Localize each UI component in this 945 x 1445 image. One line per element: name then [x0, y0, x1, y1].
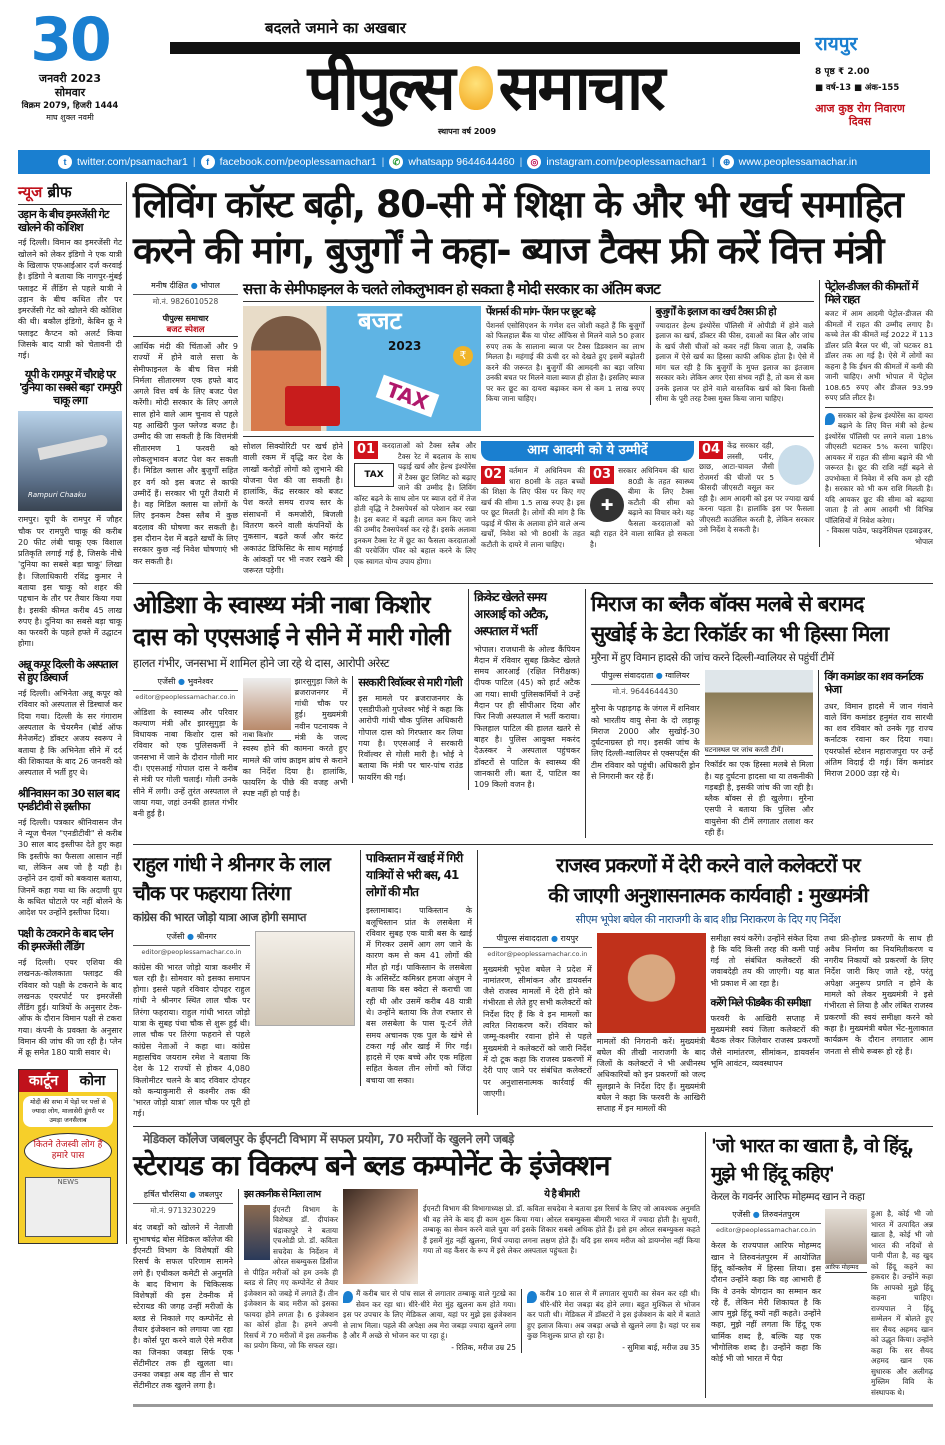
brief-body: नई दिल्ली। विमान का इमरजेंसी गेट खोलने को लेकर इंडिगो ने एक यात्री के खिलाफ एफआईआर दर्ज करवाई है। इंडिगो ने बताया कि नागपुर-मुंबई फ्लाइट में लैंडिंग से पहले यात्री ने उड़ान के बीच कथित तौर पर इमरजेंसी गेट को खोलने की कोशिश की थी। बकौल इंडिगो, केबिन क्रू ने फ्लाइट कैप्टन को अलर्ट किया जिसके बाद यात्री को चेतावनी दी गई। [18, 238, 122, 361]
steroid-right [343, 1189, 700, 1353]
corner-label: कोना [68, 1070, 117, 1092]
tagline: बदलते जमाने का अखबार [265, 19, 406, 37]
rajasva-story [477, 850, 933, 1114]
odisha-body-2: नाबा किशोर झारसुगुड़ा जिले के ब्रजराजनगर में गांधी चौक पर हुई। मुख्यमंत्री नवीन पटनायक ने मंत्री के जल्द स्वस्थ होने की कामना करते हुए मामले की जांच क्राइम ब्रांच से कराने का निर्देश दिया है। हालांकि, फायरिंग के पीछे की वजह अभी स्पष्ट नहीं हो पाई है। [242, 676, 348, 799]
row-steroid-kerala [133, 1127, 933, 1408]
established: स्थापना वर्ष 2009 [438, 127, 497, 136]
rajasva-subhead: सीएम भूपेश बघेल की नाराजगी के बाद शीघ्र निराकरण के दिए गए निर्देश [575, 913, 841, 927]
brief-body: नई दिल्ली। अभिनेता अन्नू कपूर को रविवार को अस्पताल से डिस्चार्ज कर दिया गया। दिल्ली के सर गंगाराम अस्पताल के चेयरमैन (बोर्ड ऑफ मैनेजमेंट) डॉक्टर अजय स्वरूप ने बताया है कि अभिनेता सीने में दर्द की शिकायत के बाद 26 जनवरी को अस्पताल में भर्ती हुए थे। [18, 689, 122, 778]
logo-right: समाचार [498, 51, 663, 124]
mirage-headline: मिराज का ब्लैक बॉक्स मलबे से बरामद सुखोई के डेटा रिकॉर्डर का भी हिस्सा मिला [591, 591, 889, 646]
elderly-treatment-story: बुजुर्गों के इलाज का खर्च टैक्स फ्री हो ज्यादातर हेल्थ इंश्योरेंस पॉलिसी में ओपीडी में होने वाले इलाज का खर्च, डॉक्टर की फीस, दवाओं का बिल और जांच के खर्च जैसी चीजों को कवर नहीं किया जाता है, जबकि इलाज में ऐसे खर्च का हिस्सा काफी अधिक होता है। ऐसे में मांग चल रही है कि बुजुर्गों के मुफ्त इलाज का इंतजाम सरकार करे। लेकिन अगर ऐसा संभव नहीं है, तो कम से कम उनके इलाज पर होने वाले वास्तविक खर्च को बिना किसी सीमा के पूरी तरह टैक्स मुक्त किया जाना चाहिए। [650, 306, 815, 405]
newspaper-logo [170, 42, 800, 122]
patient-quote: मैं करीब चार से पांच साल से लगातार तम्बाकू वाले गुटखे का सेवन कर रहा था। धीरे-धीरे मेरा मुंह खुलना कम होते गया। इस पर उपचार के लिए मेडिकल आया, यहां पर मुझे इस इंजेक्शन से लाभ मिला। पहले की अपेक्षा अब मेरा जबड़ा ज्यादा खुलने लगा है और मैं अच्छे से भोजन कर पा रहा हूं। - रितिक, मरीज उम्र 25 [343, 1289, 516, 1352]
rahul-subhead: कांग्रेस की भारत जोड़ो यात्रा आज होगी समाप्त [133, 911, 306, 925]
kerala-body-2: हुआ है, कोई भी जो भारत में उत्पादित अन्न खाता है, कोई भी जो भारत की नदियों से पानी पीता है, वह खुद को हिंदू कहने का हकदार है। उन्होंने कहा कि आपको मुझे हिंदू कहना चाहिए। राज्यपाल ने हिंदू सम्मेलन में बोलते हुए सर सैयद अहमद खान को उद्धृत किया। उन्होंने कहा कि सर सैयद अहमद खान एक सुधारक और अलीगढ़ मुस्लिम विवि के संस्थापक थे। [871, 1209, 933, 1397]
city: रायपुर [815, 33, 858, 55]
whatsapp-icon: ✆ [389, 155, 403, 169]
doctor-photo [244, 1205, 270, 1260]
revolver-story: सरकारी रिवॉल्वर से मारी गोली इस मामले पर ब्रजराजनगर के एसडीपीओ गुप्तेश्वर भोई ने कहा कि आरोपी गांधी चौक पुलिस अधिकारी गोपाल दास को गिरफ्तार कर लिया गया है। एएसआई ने सरकारी रिवॉल्वर से गोली मारी है। भोई ने बताया कि मंत्री पर चार-पांच राउंड फायरिंग की गई। [352, 676, 463, 784]
lead-headline: लिविंग कॉस्ट बढ़ी, 80-सी में शिक्षा के और भी खर्च समाहित करने की मांग, बुजुर्गों ने कहा- ब्याज टैक्स फ्री करें वित्त मंत्री [133, 183, 903, 272]
wing-commander-story: विंग कमांडर का शव कर्नाटक भेजा उधर, विमान हादसे में जान गंवाने वाले विंग कमांडर हनुमंत राव सारथी का शव रविवार को उनके गृह राज्य कर्नाटक रवाना कर दिया गया। एयरफोर्स स्टेशन महाराजपुरा पर उन्हें अंतिम विदाई दी गई। विंग कमांडर मिराज 2000 उड़ा रहे थे। [818, 670, 933, 779]
kerala-story [705, 1132, 933, 1399]
kerala-headline: 'जो भारत का खाता है, वो हिंदू, मुझे भी हिंदू कहिए' [711, 1134, 914, 1185]
brief-title: अन्नू कपूर दिल्ली के अस्पताल से हुए डिस्चार्ज [18, 657, 118, 684]
rahul-byline: एजेंसी ● श्रीनगर editor@peoplessamachar.co.in कांग्रेस की भारत जोड़ो यात्रा कश्मीर में चल रही है। सोमवार को इसका समापन होगा। इससे पहले रविवार दोपहर राहुल गांधी ने श्रीनगर स्थित लाल चौक पर तिरंगा फहराया। राहुल गांधी भारत जोड़ो यात्रा के सुबह पंथा चौक से शुरू हुई थी। लाल चौक पर तिरंगा फहराने से पहले कांग्रेस नेताओं ने कहा था। कांग्रेस महासचिव जयराम रमेश ने बताया कि देश के 12 राज्यों से होकर 4,080 किलोमीटर चलने के बाद रविवार दोपहर को कन्याकुमारी से कश्मीर तक की 'भारत जोड़ो यात्रा' लाल चौक पर पूरी हो गई। [133, 931, 250, 1119]
expectation-item: 04 केंद्र सरकार दही, लस्सी, पनीर, छाछ, आटा-चावल जैसी रोजमर्रा की चीजों पर 5 फीसदी जीएसटी वसूल कर रही है। आम आदमी को इस पर ज्यादा खर्च करना पड़ता है। हालांकि इस पर फैसला जीएसटी काउंसिल करती है, लेकिन सरकार उसे निर्देश दे सकती है। [699, 441, 814, 534]
whatsapp-link[interactable]: whatsapp 9644644460 [408, 156, 515, 168]
rampuri-knife-photo: Rampuri Chaaku [18, 411, 122, 511]
brief-item [18, 208, 122, 362]
globe-icon: ⊕ [720, 155, 734, 169]
rajasva-col-2 [597, 933, 706, 1115]
lead-byline: मनीष दीक्षित ● भोपाल मो.नं. 9826010528 पीपुल्स समाचार बजट स्पेशल आर्थिक मंदी की चिंताओं और 9 राज्यों में होने वाले सत्ता के सेमीफाइनल के बीच वित्त मंत्री निर्मला सीतारमण एक हफ्ते बाद अगले वित्त वर्ष के लिए बजट पेश करेंगी। मोदी सरकार के लिए अगले साल होने वाले आम चुनाव से पहले यह आखिरी फुल फ्लेज्ड बजट है। उम्मीद की जा सकती है कि वित्तमंत्री सीतारमण 1 फरवरी को लोकलुभावन बजट पेश कर सकती हैं। मिडिल क्लास और बुजुर्गों सहित हर वर्ग को इस बजट से काफी उम्मीदें हैं। सरकार भी पूरी तैयारी में है। वह मिडिल क्लास या लोगों के लिए इनकम टैक्स स्लैब में कुछ बदलाव की घोषणा कर सकती है। इस दौरान देश में बढ़ते खर्चों के लिए सरकार कुछ नई निवेश घोषणाएं भी कर सकती है। [133, 281, 238, 566]
petrol-diesel-story: पेट्रोल-डीजल की कीमतों में मिले राहत बजट में आम आदमी पेट्रोल-डीजल की कीमतों में राहत की उम्मीद लगाए है। कच्चे तेल की कीमतें मई 2022 में 113 डॉलर प्रति बैरल पर थी, जो घटकर 81 डॉलर तक आ गई है। ऐसे में लोगों का कहना है कि ईंधन की कीमतों में कमी की जानी चाहिए। अभी भोपाल में पेट्रोल 108.65 रुपए और डीजल 93.99 रुपए प्रति लीटर है। सरकार को हेल्थ इंश्योरेंस का दायरा बढ़ाने के लिए वित्त मंत्री को हेल्थ इंश्योरेंस पॉलिसी पर लगने वाला 18% जीएसटी घटाकर 5% करना चाहिए। आयकर में राहत की सीमा बढ़ाने की भी जरूरत है। छूट की राशि नहीं बढ़ने से उपभोक्ता में निवेश में रुचि कम हो रही है। सरकार को भी कम राशि मिलती है। यदि आयकर छूट की सीमा को बढ़ाया जाता है तो आम आदमी भी विभिन्न पॉलिसियों में निवेश करेगा। - विकास पाठेय, फाइनेंशियल एडवाइजर, भोपाल [819, 280, 933, 547]
rahul-gandhi-photo [255, 931, 355, 1026]
cricket-story: क्रिकेट खेलते समय आरआई को अटैक, अस्पताल में भर्ती भोपाल। राजधानी के ओल्ड कैंपियन मैदान में रविवार सुबह क्रिकेट खेलते समय आरआई (रक्षित निरीक्षक) दीपक पाटिल (45) को हार्ट अटैक आ गया। साथी पुलिसकर्मियों ने उन्हें मैदान पर ही सीपीआर दिया और फिर निजी अस्पताल में भर्ती कराया। फिलहाल पाटिल की हालत खतरे से बाहर है। पुलिस आयुक्त मकरंद देऊस्कर ने अस्पताल पहुंचकर डॉक्टरों से पाटिल के स्वास्थ्य की जानकारी ली। बता दें, पाटिल का 109 किलो वजन है। [468, 589, 580, 791]
volume-issue: ■ वर्ष-13 ■ अंक-155 [815, 83, 900, 93]
steroid-headline: स्टेरायड का विकल्प बने ब्लड कम्पोनेंट के इंजेक्शन [133, 1149, 610, 1183]
expectations-title: आम आदमी को ये उम्मीदें [481, 441, 694, 461]
twitter-icon: t [58, 155, 72, 169]
news-brief-column [18, 182, 127, 1244]
instagram-link[interactable]: instagram.com/peoplessamachar1 [546, 156, 707, 168]
health-insurance-icon: ✚ [590, 488, 624, 522]
row-rahul-rajasva [133, 845, 933, 1126]
mirage-subhead: मुरैना में हुए विमान हादसे की जांच करने दिल्ली-ग्वालियर से पहुंचीं टीमें [591, 651, 834, 664]
pakistan-story: पाकिस्तान में खाई में गिरी यात्रियों से भरी बस, 41 लोगों की मौत इस्लामाबाद। पाकिस्तान के बलूचिस्तान प्रांत के लसबेला में रविवार सुबह एक यात्री बस के खाई में गिरकर उसमें आग लग जाने के कारण कम से कम 41 लोगों की मौत हो गई। पाकिस्तान के लसबेला के असिस्टेंट कमिश्नर हमजा अंजुम ने बताया कि बस क्वेटा से कराची जा रही थी और उसमें करीब 48 यात्री थे। उन्होंने बताया कि तेज रफ्तार से बस लसबेला के पास यू-टर्न लेते समय अचानक एक पुल के खंभे से टकरा गई और खाई में गिर गई। हादसे में एक बच्चे और एक महिला सहित केवल तीन लोगों को जिंदा बचाया जा सका। [360, 850, 472, 1086]
facebook-link[interactable]: facebook.com/peoplessamachar1 [219, 156, 377, 168]
logo-left: पीपुल्स [307, 51, 453, 124]
quote-icon [825, 413, 835, 425]
lead-center [243, 280, 814, 577]
steroid-kicker: मेडिकल कॉलेज जबलपुर के ईएनटी विभाग में सफल प्रयोग, 70 मरीजों के खुलने लगे जबड़े [143, 1131, 514, 1146]
feedback-review-title: करेंगे मिले फीडबैक की समीक्षा [710, 997, 811, 1010]
rahul-story [133, 850, 355, 1119]
budget-2023-graphic: बजट 2023 ₹ TAX [243, 306, 481, 431]
speech-bubble: कितने तेजस्वी लोग हैं हमारे पास [24, 1133, 112, 1169]
disease-box: ये है बीमारी ईएनटी विभाग की विभागाध्यक्ष प्रो. डॉ. कविता सचदेवा ने बताया इस रिसर्च के लिए जो आवश्यक अनुमति थी वह लेने के बाद ही काम शुरू किया गया। ओरल सबम्युकस बीमारी भारत में ज्यादा होती है। सुपारी, तम्बाकू का सेवन करने वाले युवा वर्ग इसके शिकार सबसे अधिक होते हैं। इसे हम ओरल सबम्युकस कहते हैं इसमें मुंह नहीं खुलना, मिर्च ज्यादा लगना लक्षण होते हैं। यदि इस समय मरीज को डायग्नोस नहीं किया गया तो वह कैंसर के रूप में इसे लेकर अस्पताल पहुंचता है। [423, 1189, 700, 1256]
expectations-box [481, 441, 694, 550]
brief-item [18, 787, 122, 919]
brief-item [18, 658, 122, 779]
date-day: 30 [30, 5, 110, 75]
brief-body: नई दिल्ली। एयर एशिया की लखनऊ-कोलकाता फ्लाइट की रविवार को पक्षी के टकराने के बाद लखनऊ एयरपोर्ट पर इमरजेंसी लैंडिंग हुई। यात्रियों के अनुसार टेक-ऑफ के दौरान विमान पक्षी से टकरा गया। कंपनी के प्रवक्ता के अनुसार विमान की जांच की जा रही है। प्लेन में क्रू समेत 180 यात्री सवार थे। [18, 957, 122, 1058]
mirage-story [585, 589, 933, 839]
rajasva-col-3: समीक्षा स्वयं करेंगे। उन्होंने संकेत दिया है कि यदि किसी तरह की कमी पाई गई तो संबंधित कलेक्टरों की जवाबदेही तय की जाएगी। यह बात भी प्रकाश में आ रहा है। करेंगे मिले फीडबैक की समीक्षा फरवरी के आखिरी सप्ताह में मुख्यमंत्री स्वयं जिला कलेक्टरों की बैठक लेकर जिलेवार राजस्व प्रकरणों जैसे नामांतरण, सीमांकन, डायवर्सन भूमि आवंटन, व्यवस्थापन [710, 933, 820, 1068]
odisha-story [133, 589, 463, 820]
main-content [127, 182, 933, 1407]
vikram-samvat: विक्रम 2079, हिजरी 1444 [21, 101, 119, 111]
kerala-byline: एजेंसी ● तिरुवनंतपुरम editor@peoplessamachar.co.in केरल के राज्यपाल आरिफ मोहम्मद खान ने तिरुवनंतपुरम में आयोजित हिंदू कॉन्क्लेव में हिस्सा लिया। इस दौरान उन्होंने कहा कि वह आभारी हैं कि वे उनके योगदान का सम्मान कर रहे हैं, लेकिन मेरी शिकायत है कि आप मुझे हिंदू क्यों नहीं कहते। उन्होंने कहा, मुझे नहीं लगता कि हिंदू एक धार्मिक शब्द है, बल्कि यह एक भौगोलिक शब्द है। उन्होंने कहा कि कोई भी जो भारत में पैदा [711, 1210, 821, 1364]
brief-body: रामपुर। यूपी के रामपुर में जौहर चौक पर रामपुरी चाकू की करीब 20 फीट लंबी चाकू एक विशाल प्रतिकृति लगाई गई है, जिसके नीचे 'दुनिया का सबसे बड़ा चाकू' लिखा है। जिलाधिकारी रविंद्र कुमार ने बताया इस चाकू को शहर की पहचान के तौर पर तैयार किया गया है। इसकी कीमत करीब 45 लाख रुपए है। दुनिया का सबसे बड़ा चाकू का फरवरी के पहले हफ्ते में उद्घाटन होगा। [18, 515, 122, 649]
knife-icon [38, 434, 109, 460]
date-month-year: जनवरी 2023 [38, 72, 102, 85]
rajasva-byline: पीपुल्स संवाददाता ● रायपुर editor@peoplessamachar.co.in मुख्यमंत्री भूपेश बघेल ने प्रदेश में नामांतरण, सीमांकन और डायवर्सन जैसे राजस्व मामलों में देरी होने को गंभीरता से लेते हुए सभी कलेक्टरों को निर्देश दिए हैं कि वे इन मामलों का त्वरित निराकरण करें। रविवार को जम्मू-कश्मीर रवाना होने से पहले मुख्यमंत्री ने कलेक्टरों को जारी निर्देश में दो टूक कहा कि राजस्व प्रकरणों में देरी पाए जाने पर संबंधित कलेक्टरों पर अनुशासनात्मक कार्रवाई की जाएगी। [483, 933, 592, 1098]
tithi: माघ शुक्ल नवमी [46, 113, 94, 122]
mirage-byline: पीपुल्स संवाददाता ● ग्वालियर मो.नं. 9644644430 मुरैना के पहाड़गढ़ के जंगल में शनिवार को भारतीय वायु सेना के दो लड़ाकू मिराज 2000 और सुखोई-30 दुर्घटनाग्रस्त हो गए। इसकी जांच के लिए दिल्ली-ग्वालियर से एक्सपर्ट्स की टीम रविवार को पहुंची। अधिकारी ड्रोन से निगरानी कर रहे हैं। [591, 671, 700, 781]
masthead-date [15, 5, 125, 123]
odisha-headline: ओडिशा के स्वास्थ्य मंत्री नाबा किशोर दास को एएसआई ने सीने में मारी गोली [133, 590, 450, 651]
special-day: आज कुष्ठ रोग निवारण दिवस [815, 102, 905, 128]
social-bar: t twitter.com/psamachar1 | f facebook.com/peoplessamachar1 | ✆ whatsapp 9644644460 | ◎ instagram.com/peoplessamachar1 | ⊕ www.peoplessamachar.in [18, 150, 930, 174]
brief-title: पक्षी के टकराने के बाद प्लेन की इमरजेंसी लैंडिंग [18, 926, 113, 953]
bhupesh-baghel-photo [597, 933, 706, 1033]
brief-title: उड़ान के बीच इमरजेंसी गेट खोलने की कोशिश [18, 208, 109, 235]
lead-subhead: सत्ता के सेमीफाइनल के चलते लोकलुभावन हो सकता है मोदी सरकार का अंतिम बजट [243, 280, 814, 302]
expectation-item: 01 TAX करदाताओं को टैक्स स्लैब और टैक्स रेट में बदलाव के साथ पढ़ाई खर्च और हेल्थ इंश्योरेंस में टैक्स छूट लिमिट को बढ़ाए जाने की उम्मीद है। लिविंग कॉस्ट बढ़ने के साथ लोन पर ब्याज दरों में तेज होती वृद्धि ने टैक्सपेयर्स को परेशान कर रखा है। इस बजट में बढ़ती लागत कम किए जाने की उम्मीद टैक्सपेयर्स कर रहे हैं। इसके अलावा इनकम टैक्स रेट में छूट का फैसला करदाताओं की परचेजिंग पॉवर को बहाल करने के लिए एक स्वागत योग्य उपाय होगा। [348, 441, 476, 567]
red-briefcase-icon [285, 386, 340, 426]
expectation-item: 03 ✚ सरकार अधिनियम की धारा 80डी के तहत स्वास्थ्य बीमा के लिए टैक्स कटौती की सीमा को बढ़ाने का विचार करे। यह फैसला करदाताओं को बड़ी राहत देने वाला साबित हो सकता है। [590, 466, 694, 549]
steroid-byline: हर्षित चौरसिया ● जबलपुर मो.नं. 9713230229 बंद जबड़ों को खोलने में नेताजी सुभाषचंद्र बोस मेडिकल कॉलेज की ईएनटी विभाग के विशेषज्ञों की रिसर्च के सफल परिणाम सामने लगे हैं। एथीकल कमेटी से अनुमति के बाद विभाग के चिकित्सक विशेषज्ञों की इस टेक्नीक में स्टेरायड की जगह उन्हीं मरीजों के ब्लड से निकाले गए कम्पोनेंट से तैयार इंजेक्शन को लगाया जा रहा है। कोर्स पूरा करने वाले ऐसे मरीज का जिनका जबड़ा सिर्फ एक सेंटीमीटर तक ही खुलता था। उनका जबड़ा अब वह तीन से चार सेंटीमीटर तक खुलने लगा है। [133, 1190, 233, 1391]
pension-story: पेंशनर्स की मांग- पेंशन पर छूट बढ़े पेंशनर्स एसोसिएशन के गणेश दत्त जोशी कहते हैं कि बुजुर्गों को फिलहाल बैंक या पोस्ट ऑफिस से मिलने वाले 50 हजार रुपए तक के सालाना ब्याज पर टैक्स डिडक्शन का लाभ मिलता है। महंगाई की ऊंची दर को देखते हुए इसमें बढ़ोतरी करने की जरूरत है। बुजुर्गों की आमदनी का बड़ा जरिया उनकी बचत पर मिलने वाला ब्याज ही होता है। इसलिए ब्याज पर कर छूट का दायरा बढ़ाकर कम से कम 1 लाख रुपए किया जाना चाहिए। [486, 306, 645, 404]
lead-story [133, 182, 933, 584]
expectation-item: 02 वर्तमान में अधिनियम की धारा 80सी के तहत बच्चों की शिक्षा के लिए फीस पर किए गए खर्च की सीमा 1.5 लाख रुपए है। इस पर छूट मिलती है। लोगों की मांग है कि पढ़ाई में फीस के अलावा होने वाले अन्य खर्चों, निवेश को भी 80सी के तहत कटौती के दायरे में लाना चाहिए। [481, 466, 585, 549]
steroid-story [133, 1132, 700, 1392]
technique-benefit-box: इस तकनीक से मिला लाभ ईएनटी विभाग के विशेषज्ञ डॉ. दीपांकर चंद्राकापुरे ने बताया एचओडी प्रो. डॉ. कविता सचदेवा के निर्देशन में ओरल सबम्युकस डिसीज से पीड़ित मरीजों को हम उनके ही ब्लड से लिए गए कम्पोनेंट से तैयार इंजेक्शन को जबड़े में लगाते हैं। तीन इंजेक्शन के बाद मरीज को इसका फायदा होने लगता है। 6 इंजेक्शन का कोर्स होता है। हमने अपनी रिसर्च में 70 मरीजों में इस तकनीक का प्रयोग किया, जो कि सफल रहा। [238, 1189, 338, 1351]
lead-body: आर्थिक मंदी की चिंताओं और 9 राज्यों में होने वाले सत्ता के सेमीफाइनल के बीच वित्त मंत्री निर्मला सीतारमण एक हफ्ते बाद अगले वित्त वर्ष के लिए बजट पेश करेंगी। मोदी सरकार के लिए अगले साल होने वाले आम चुनाव से पहले यह आखिरी फुल फ्लेज्ड बजट है। उम्मीद की जा सकती है कि वित्तमंत्री सीतारमण 1 फरवरी को लोकलुभावन बजट पेश कर सकती हैं। मिडिल क्लास और बुजुर्गों सहित हर वर्ग को इस बजट से काफी उम्मीदें हैं। सरकार भी पूरी तैयारी में है। वह मिडिल क्लास या लोगों के लिए इनकम टैक्स स्लैब में कुछ बदलाव की घोषणा कर सकती है। इस दौरान देश में बढ़ते खर्चों के लिए सरकार कुछ नई निवेश घोषणाएं भी कर सकती है। [133, 342, 238, 566]
instagram-icon: ◎ [527, 155, 541, 169]
cartoon-caption: मोदी की सभा में पेड़ों पर पत्तों से ज्यादा लोग, मालासेरी डूंगरी पर उमड़ा जनसैलाब [23, 1096, 113, 1127]
budget-special-badge: पीपुल्स समाचार बजट स्पेशल [133, 313, 238, 337]
kerala-subhead: केरल के गवर्नर आरिफ मोहम्मद खान ने कहा [711, 1190, 865, 1203]
odisha-byline: एजेंसी ● भुवनेश्वर editor@peoplessamachar.co.in ओडिशा के स्वास्थ्य और परिवार कल्याण मंत्री और झारसुगुड़ा के विधायक नाबा किशोर दास को रविवार को एक पुलिसकर्मी ने जनसभा में जाने के दौरान गोली मार दी। एएसआई गोपाल दास ने करीब से मंत्री पर गोली चलाई। गोली उनके सीने में लगी। उन्हें तुरंत अस्पताल ले जाया गया, जहां उनकी हालत गंभीर बनी हुई है। [133, 676, 238, 819]
website-link[interactable]: www.peoplessamachar.in [738, 156, 858, 168]
news-brief-title: न्यूज ब्रीफ [18, 182, 122, 205]
grain-sack-icon [778, 445, 814, 485]
facebook-icon: f [201, 155, 215, 169]
twitter-link[interactable]: twitter.com/psamachar1 [77, 156, 188, 168]
crash-site-photo: घटनास्थल पर जांच करती टीमें। रिकॉर्डर का एक हिस्सा मलबे से मिला है। यह दुर्घटना हादसा था या तकनीकी गड़बड़ी है, इसकी जांच की जा रही है। ब्लैक बॉक्स से ही खुलेगा। मुरैना एसपी ने बताया कि पुलिस और वायुसेना की टीमें लगातार तलाश कर रही हैं। [705, 670, 814, 838]
patient-quote: करीब 10 साल से मैं लगातार सुपारी का सेवन कर रही थी। धीरे-धीरे मेरा जबड़ा बंद होने लगा। बहुत मुश्किल से भोजन कर पाती थी। मेडिकल में डॉक्टरों ने इस इंजेक्शन के बारे में बताते हुए इलाज किया। अब जबड़ा अच्छे से खुलने लगा है। यहां पर सब कुछ निःशुल्क प्राप्त हो रहा है। - सुमित्रा बाई, मरीज उम्र 35 [521, 1289, 700, 1353]
cartoon-newspaper: NEWS [25, 1177, 111, 1237]
edition-info [815, 32, 935, 128]
weekday: सोमवार [54, 86, 86, 99]
naba-kishore-photo: नाबा किशोर [243, 678, 291, 741]
logo-pen-icon [459, 66, 493, 110]
cartoon-corner [18, 1069, 118, 1244]
brief-body: नई दिल्ली। पत्रकार श्रीनिवासन जैन ने न्यूज चैनल "एनडीटीवी" से करीब 30 साल बाद इस्तीफा देते हुए कहा कि इस्तीफे का फैसला आसान नहीं था, लेकिन अब जो है यही है। उन्होंने उन दावों को बकवास बताया, जिनमें कहा गया था कि अदाणी ग्रुप के कथित घोटाले पर नहीं बोलने के आदेश पर उन्होंने इस्तीफा दिया। [18, 817, 122, 918]
lead-body-2: सोशल सिक्योरिटी पर खर्च होने वाली रकम में वृद्धि कर देश के लाखों करोड़ों लोगों को लुभाने की योजना पेश की जा सकती है। हालांकि, केंद्र सरकार को बजट पेश करते समय राज्य स्तर के संसाधनों में कमजोरी, बिजली वितरण करने वाली कंपनियों के नुकसान, बढ़ते कर्ज और करंट अकाउंट डिफिसिट के साथ महंगाई के आंकड़ों पर भी नजर रखने की जरूरत पड़ेगी। [243, 442, 343, 576]
rajasva-col-4: तथा फ्री-होल्ड प्रकरणों के साथ ही अवैध निर्माण का नियमितीकरण य नगरीय निकायों को प्रकरणों के लिए निर्देश जारी किए जाते रहे, परंतु अपेक्षा अनुरूप प्रगति न होने के मामले को लेकर मुख्यमंत्री ने इसे गंभीरता से लिया है और लंबित राजस्व प्रकरणों की स्वयं समीक्षा करने को कहा है। मुख्यमंत्री बघेल भेंट-मुलाकात कार्यक्रम के दौरान लगातार आम जनता से सीधे रूबरू हो रहे हैं। [824, 933, 933, 1056]
patient-mouth-photo [343, 1189, 418, 1284]
odisha-subhead: हालत गंभीर, जनसभा में शामिल होने जा रहे थे दास, आरोपी अरेस्ट [133, 655, 389, 670]
rajasva-body-2: मामलों की निगरानी करें। मुख्यमंत्री बघेल की तीखी नाराजगी के बाद जिलों के कलेक्टरों ने भी अधीनस्थ अधिकारियों को इन प्रकरणों को जल्द सुलझाने के निर्देश दिए हैं। मुख्यमंत्री बघेल ने कहा कि फरवरी के आखिरी सप्ताह में इन मामलों की [596, 1036, 706, 1114]
tax-hand-icon: TAX [354, 463, 394, 487]
arif-mohammad-khan-photo: आरिफ मोहम्मद [825, 1209, 867, 1273]
brief-title: श्रीनिवासन का 30 साल बाद एनडीटीवी से इस्तीफा [18, 786, 119, 813]
brief-item [18, 927, 122, 1059]
rajasva-headline: राजस्व प्रकरणों में देरी करने वाले कलेक्टरों पर की जाएगी अनुशासनात्मक कार्यवाही : मुख्यमंत्री [548, 853, 868, 908]
brief-title: यूपी के रामपुर में चौराहे पर 'दुनिया का सबसे बड़ा' रामपुरी चाकू लगा [18, 367, 122, 408]
coin-icon: ₹ [453, 346, 473, 366]
cartoon-label: कार्टून [19, 1070, 68, 1092]
brief-item [18, 368, 122, 650]
pages-price: 8 पृष्ठ ₹ 2.00 [815, 67, 870, 77]
row-odisha-mirage [133, 584, 933, 846]
page-content [18, 182, 933, 1407]
rahul-headline: राहुल गांधी ने श्रीनगर के लाल चौक पर फहराया तिरंगा [133, 852, 330, 906]
